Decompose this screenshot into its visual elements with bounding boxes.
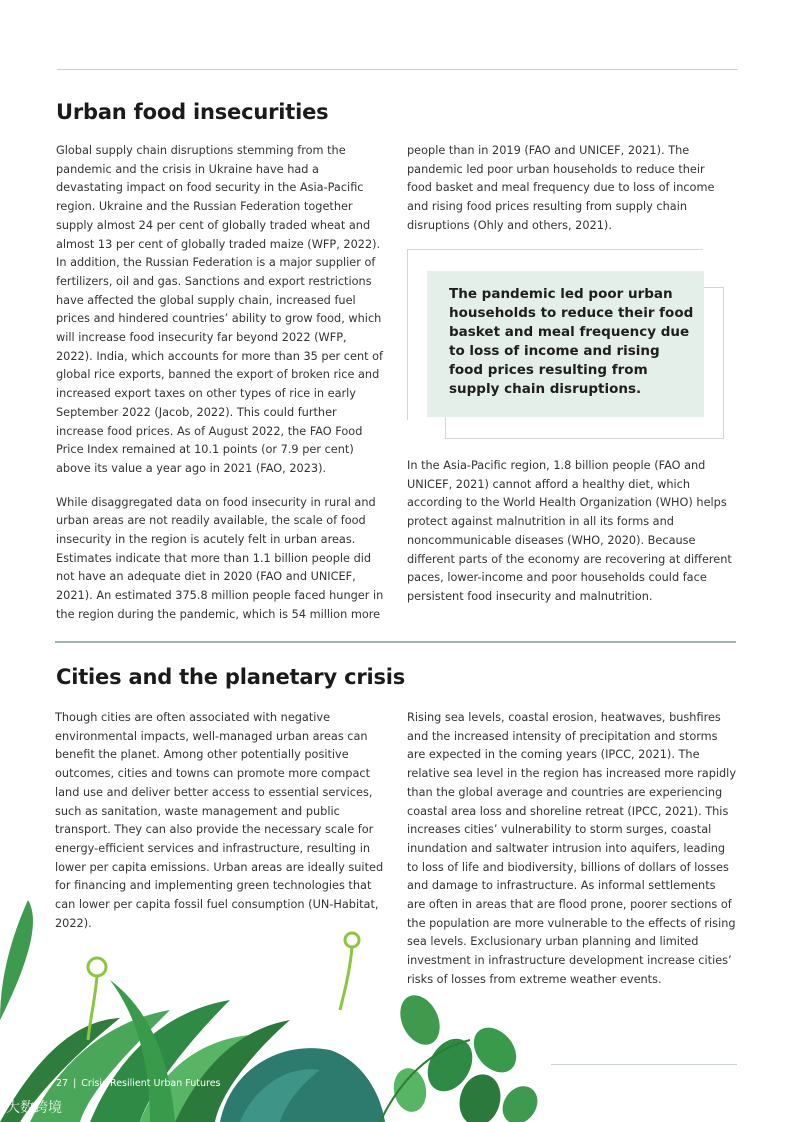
tendril-icon [345,933,359,947]
tendril-icon [340,947,352,1010]
paragraph: While disaggregated data on food insecurity in rural and urban areas are not readily available, the scale of food insecurity in the region is acutely felt in urban areas. Estimates indicate that more than 1.1 billion people did not have an adequate diet in 2020 (FAO and UNICEF, 2021). An estimated 375.8 million people faced hunger in the region during the pandemic, which is 54 million more [56,495,384,621]
top-divider [57,69,738,70]
pull-quote-text: The pandemic led poor urban households to reduce their food basket and meal frequency due to loss of income and rising food prices resulting from supply chain disruptions. [449,286,694,397]
page-number: 27 [56,1078,69,1089]
pull-quote-box [427,271,704,417]
section-heading-urban-food: Urban food insecurities [56,100,329,124]
publication-title: Crisis Resilient Urban Futures [81,1078,221,1089]
footer-separator: | [73,1078,77,1089]
column-right-section1 [407,142,732,251]
leaf-icon [495,1079,544,1122]
leaf-icon [390,1066,429,1115]
column-left-section1 [56,142,386,640]
section-divider [55,641,736,643]
paragraph: people than in 2019 (FAO and UNICEF, 2021). The pandemic led poor urban households to reduce their food basket and meal frequency due to loss of income and rising food prices resulting from supply chain disruptions (Ohly and others, 2021). [407,144,715,232]
paragraph: Rising sea levels, coastal erosion, heatwaves, bushfires and the increased intensity of precipitation and storms are expected in the coming years (IPCC, 2021). The relative sea level in the region has increased more rapidly than the global average and countries are experiencing coastal area loss and shoreline retreat (IPCC, 2021). This increases cities’ vulnerability to storm surges, coastal inundation and saltwater intrusion into aquifers, leading to loss of life and biodiversity, billions of dollars of losses and damage to infrastructure. As informal settlements are often in areas that are flood prone, poorer sections of the population are more vulnerable to the effects of rising sea levels. Exclusionary urban planning and limited investment in infrastructure development increase cities’ risks of losses from extreme weather events. [407,711,737,986]
watermark-text: 大数跨境 [6,1100,62,1116]
paragraph: Global supply chain disruptions stemming from the pandemic and the crisis in Ukraine have had a devastating impact on food security in the Asia-Pacific region. Ukraine and the Russian Federation together supply almost 24 per cent of globally traded wheat and almost 13 per cent of globally traded maize (WFP, 2022). In addition, the Russian Federation is a major supplier of fertilizers, oil and gas. Sanctions and export restrictions have affected the global supply chain, increased fuel prices and hindered countries’ ability to grow food, which will increase food insecurity far beyond 2022 (WFP, 2022). India, which accounts for more than 35 per cent of global rice exports, banned the export of broken rice and increased export taxes on other types of rice in early September 2022 (Jacob, 2022). This could further increase food prices. As of August 2022, the FAO Food Price Index remained at 10.1 points (or 7.9 per cent) above its value a year ago in 2021 (FAO, 2023). [56,144,384,475]
paragraph: Though cities are often associated with negative environmental impacts, well-managed urban areas can benefit the planet. Among other potentially positive outcomes, cities and towns can promote more compact land use and deliver better access to essential services, such as sanitation, waste management and public transport. They can also provide the necessary scale for energy-efficient services and infrastructure, resulting in lower per capita emissions. Urban areas are ideally suited for financing and implementing green technologies that can lower per capita fossil fuel consumption (UN-Habitat, 2022). [55,711,384,930]
tendril-icon [88,958,106,976]
column-right-section1-lower [407,457,732,622]
page-footer [56,1078,221,1089]
leaf-icon [465,1019,525,1080]
leaf-icon [393,989,448,1051]
section-heading-cities-planetary: Cities and the planetary crisis [56,665,406,689]
leaf-icon [0,900,33,1020]
paragraph: In the Asia-Pacific region, 1.8 billion people (FAO and UNICEF, 2021) cannot afford a healthy diet, which according to the World Health Organization (WHO) helps protect against malnutrition in all its forms and noncommunicable diseases (WHO, 2020). Because different parts of the economy are recovering at different paces, lower-income and poor households could face persistent food insecurity and malnutrition. [407,459,732,603]
footer-divider [551,1064,737,1065]
